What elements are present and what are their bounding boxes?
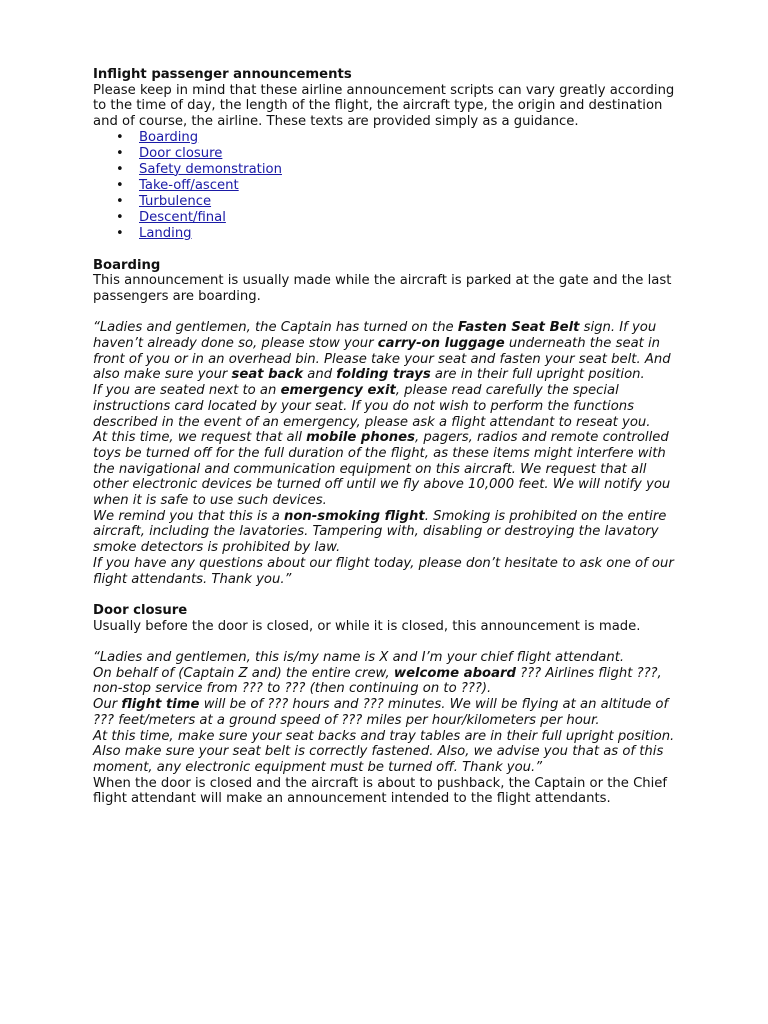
toc-link-descent[interactable]: Descent/final [139, 209, 226, 225]
boarding-script-mobile-phones [93, 430, 683, 509]
script-emphasis: emergency exit [280, 383, 396, 399]
section-heading-door-closure: Door closure [93, 602, 188, 618]
script-text: and [303, 367, 337, 383]
toc-item-safety-demonstration [139, 162, 683, 178]
script-text: On behalf of (Captain Z and) the entire crew, [93, 665, 394, 681]
script-emphasis: welcome aboard [393, 665, 516, 681]
toc-item-descent [139, 210, 683, 226]
script-text: At this time, we request that all [93, 430, 307, 446]
script-emphasis: carry-on luggage [377, 336, 505, 351]
script-text: “Ladies and gentlemen, the Captain has turned on the [93, 320, 458, 336]
door-closure-script-seatbacks: At this time, make sure your seat backs and tray tables are in their full upright position. Also make sure your seat belt is correctly fastened. Also, we advise you that as of this moment, any electronic equipment must be turned off. Thank you.” [93, 728, 675, 775]
script-text: Our [93, 697, 122, 713]
boarding-script-closing: If you have any questions about our flight today, please don’t hesitate to ask one of our flight attendants. Thank you.” [93, 555, 674, 587]
toc-item-turbulence [139, 194, 683, 210]
spacer [93, 634, 683, 650]
script-text: , please read carefully the special instructions card located by your seat. If you do not wish to perform the functions described in the event of an emergency, please ask a flight attendant to reseat you. [93, 383, 651, 430]
script-emphasis: Fasten Seat Belt [457, 320, 580, 336]
script-emphasis: folding trays [336, 367, 431, 383]
door-closure-after-text: When the door is closed and the aircraft is about to pushback, the Captain or the Chief flight attendant will make an announcement intended to the flight attendants. [93, 775, 668, 807]
script-text: ??? Airlines flight ???, non-stop service from ??? to ??? (then continuing on to ???). [93, 665, 662, 697]
toc-link-door-closure[interactable]: Door closure [139, 145, 223, 161]
toc-link-take-off[interactable]: Take-off/ascent [139, 177, 239, 193]
document-title: Inflight passenger announcements [93, 67, 352, 82]
script-emphasis: seat back [231, 367, 304, 383]
script-emphasis: non-smoking flight [283, 508, 425, 524]
door-closure-script-intro: “Ladies and gentlemen, this is/my name is X and I’m your chief flight attendant. [93, 650, 625, 666]
script-emphasis: mobile phones [306, 430, 415, 446]
toc-item-landing [139, 226, 683, 242]
intro-paragraph: Please keep in mind that these airline announcement scripts can vary greatly according to the time of day, the length of the flight, the aircraft type, the origin and destination and of course, the airline. These texts are provided simply as a guidance. [93, 82, 675, 130]
spacer [93, 587, 683, 603]
script-text: , pagers, radios and remote controlled toys be turned off for the full duration of the flight, as these items might interfere with the navigational and communication equipment on this aircraft. We request that all other electronic devices be turned off until we fly above 10,000 feet. We will notify you when it is safe to use such devices. [93, 430, 671, 509]
toc-link-landing[interactable]: Landing [139, 225, 192, 241]
script-text: . Smoking is prohibited on the entire aircraft, including the lavatories. Tampering with, disabling or destroying the lavatory smoke detectors is prohibited by law. [93, 508, 667, 556]
boarding-description: This announcement is usually made while the aircraft is parked at the gate and the last passengers are boarding. [93, 273, 672, 304]
toc-item-boarding [139, 130, 683, 146]
boarding-script-seatbelt [93, 320, 683, 383]
door-closure-script-flight-time [93, 697, 683, 728]
toc-item-take-off [139, 178, 683, 194]
script-emphasis: flight time [121, 697, 200, 713]
script-text: are in their full upright position. [430, 367, 645, 383]
door-closure-description: Usually before the door is closed, or while it is closed, this announcement is made. [93, 618, 641, 634]
toc-link-safety-demonstration[interactable]: Safety demonstration [139, 161, 282, 177]
toc-link-turbulence[interactable]: Turbulence [139, 193, 212, 209]
door-closure-script-welcome [93, 666, 683, 697]
script-text: will be of ??? hours and ??? minutes. We will be flying at an altitude of ??? feet/meters at a ground speed of ??? miles per hour/kilometers per hour. [93, 697, 669, 728]
toc-item-door-closure [139, 146, 683, 162]
boarding-script-non-smoking [93, 509, 683, 556]
script-text: sign. If you haven’t already done so, please stow your [93, 320, 657, 351]
section-heading-boarding: Boarding [93, 257, 161, 273]
spacer [93, 242, 683, 258]
script-text: If you are seated next to an [93, 383, 281, 399]
script-text: We remind you that this is a [93, 508, 284, 524]
spacer [93, 305, 683, 321]
table-of-contents [93, 130, 683, 242]
boarding-script-emergency-exit [93, 383, 683, 430]
script-text: underneath the seat in front of you or in an overhead bin. Please take your seat and fasten your seat belt. And also make sure your [93, 336, 671, 383]
document-page [93, 67, 683, 807]
toc-link-boarding[interactable]: Boarding [139, 129, 199, 145]
